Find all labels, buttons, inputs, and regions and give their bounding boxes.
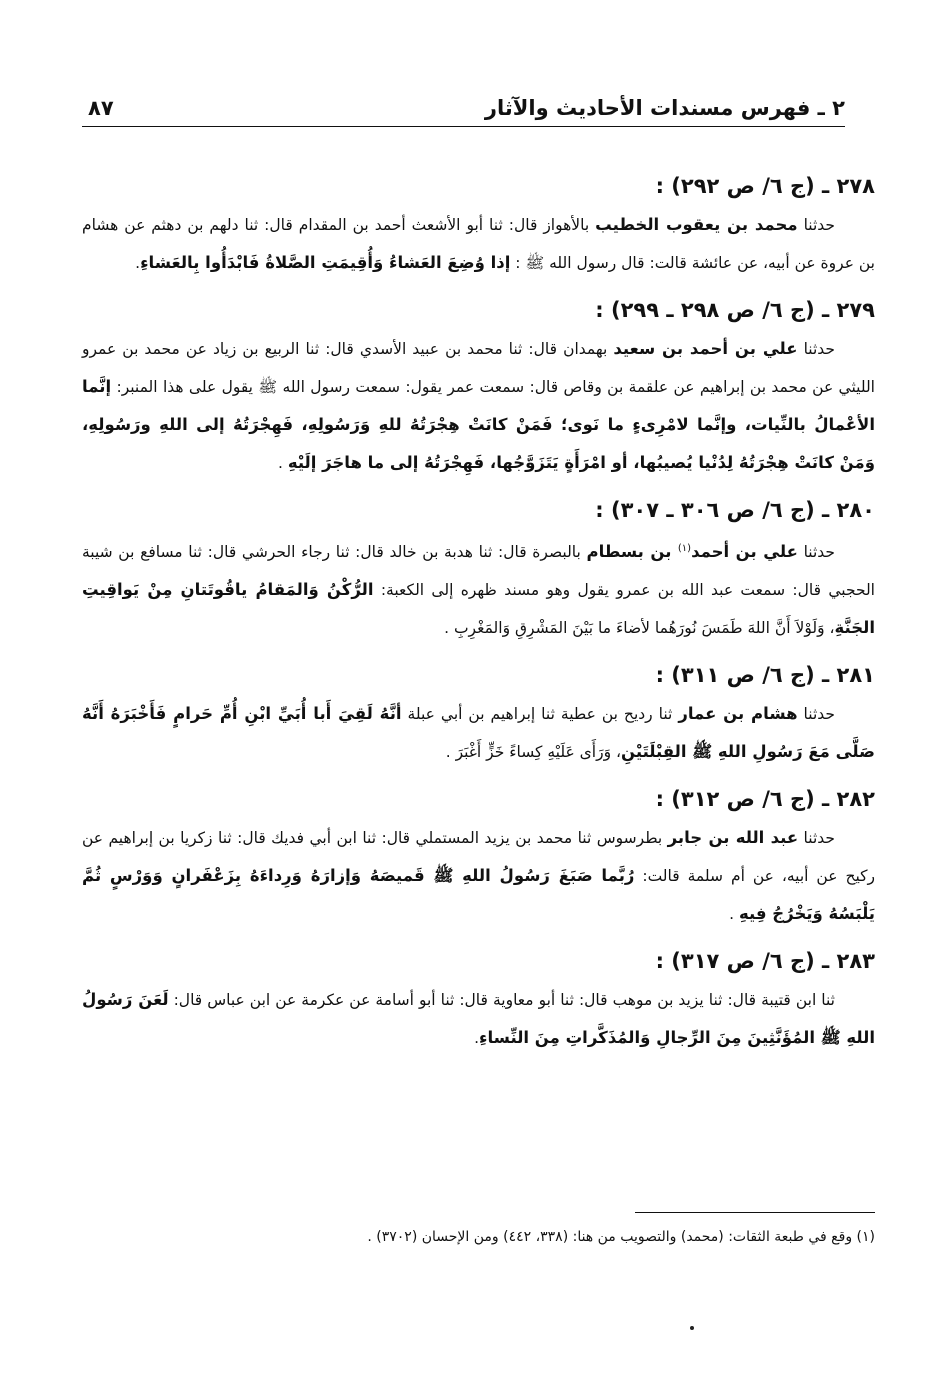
hadith-entry (82, 290, 875, 482)
entry-heading: ٢٧٩ ـ (ج ٦/ ص ٢٩٨ ـ ٢٩٩) : (595, 298, 875, 322)
entry-heading: ٢٨١ ـ (ج ٦/ ص ٣١١) : (655, 663, 875, 688)
narrator-name: هشام بن عمار (678, 704, 798, 724)
entry-heading: ٢٨٣ ـ (ج ٦/ ص ٣١٧) : (655, 949, 875, 974)
hadith-entry (82, 490, 875, 647)
entry-text: حدثنا علي بن أحمد بن سعيد بهمدان قال: ثنا محمد بن عبيد الأسدي قال: ثنا الربيع بن زياد عن محمد بن عمرو الليثي عن محمد بن إبراهيم عن علقمة بن وقاص قال: سمعت عمر يقول: سمعت رسول الله ﷺ يقول على هذا المنبر: إنَّما الأعْمالُ بالنِّيات، وإنَّما لامْرِىءٍ ما نَوى؛ فَمَنْ كانَتْ هِجْرَتُهُ للهِ وَرَسُولِهِ، فَهِجْرَتُهُ إلى اللهِ ورَسُولِهِ، وَمَنْ كانَتْ هِجْرَتُهُ لِدُنْيا يُصيبُها، أو امْرَأَةٍ يَتَزَوَّجُها، فَهِجْرَتُهُ إلى ما هاجَرَ إلَيْهِ . (82, 339, 875, 472)
hadith-entry (82, 941, 875, 1057)
hadith-matn: أنَّهُ لَقِيَ أَبا أُبَيِّ ابْنِ أُمِّ حَرامٍ فَأَخْبَرَهُ أَنَّهُ صَلَّى مَعَ رَسُولِ اللهِ ﷺ القِبْلَتَيْنِ (82, 704, 875, 762)
footnote: (١) وقع في طبعة الثقات: (محمد) والتصويب من هنا: (٣٣٨، ٤٤٢) ومن الإحسان (٣٧٠٢) . (367, 1229, 875, 1245)
running-title: ٢ ـ فهرس مسندات الأحاديث والآثار (484, 96, 845, 120)
hadith-entry (82, 655, 875, 771)
narrator-name-cont: بن بسطام (586, 542, 678, 562)
scan-speck (690, 1326, 694, 1330)
narrator-name: محمد بن يعقوب الخطيب (595, 215, 798, 234)
footnote-marker[interactable]: (١) (677, 543, 692, 554)
entry-text: حدثنا محمد بن يعقوب الخطيب بالأهواز قال: ثنا أبو الأشعث أحمد بن المقدام قال: ثنا دلهم بن دهثم عن هشام بن عروة عن أبيه، عن عائشة قالت: قال رسول الله ﷺ : إذا وُضِعَ العَشاءُ وَأُقِيمَتِ الصَّلاةُ فَابْدَأُوا بِالعَشاءِ. (82, 215, 875, 272)
hadith-matn: الرُّكْنُ وَالمَقامُ ياقُوتَتانِ مِنْ يَواقِيتِ الجَنَّةِ (82, 580, 875, 638)
entry-heading: ٢٨٢ ـ (ج ٦/ ص ٣١٢) : (655, 787, 875, 812)
entry-text: حدثنا عبد الله بن جابر بطرسوس ثنا محمد بن يزيد المستملي قال: ثنا ابن أبي فديك قال: ثنا زكريا بن إبراهيم عن ركيح عن أبيه، عن أم سلمة قالت: رُبَّما صَبَغَ رَسُولُ اللهِ ﷺ قَميصَهُ وَإزارَهُ وَرِداءَهُ بِزَعْفَرانٍ وَوَرْسٍ ثُمَّ يَلْبَسُهُ وَيَخْرُجُ فِيهِ . (82, 828, 875, 924)
hadith-matn: رُبَّما صَبَغَ رَسُولُ اللهِ ﷺ قَميصَهُ وَإزارَهُ وَرِداءَهُ بِزَعْفَرانٍ وَوَرْسٍ ثُمَّ يَلْبَسُهُ وَيَخْرُجُ فِيهِ (82, 866, 875, 924)
hadith-matn: لَعَنَ رَسُولُ اللهِ ﷺ المُؤَنَّثِينَ مِنَ الرِّجالِ وَالمُذَكَّراتِ مِنَ النِّساءِ (82, 990, 875, 1048)
narrator-name: علي بن أحمد بن سعيد (613, 339, 798, 358)
running-header (82, 92, 845, 127)
entry-heading: ٢٧٨ ـ (ج ٦/ ص ٢٩٢) : (655, 174, 875, 198)
footnote-divider (635, 1212, 875, 1213)
entry-text: ثنا ابن قتيبة قال: ثنا يزيد بن موهب قال: ثنا أبو معاوية قال: ثنا أبو أسامة عن عكرمة عن ابن عباس قال: لَعَنَ رَسُولُ اللهِ ﷺ المُؤَنَّثِينَ مِنَ الرِّجالِ وَالمُذَكَّراتِ مِنَ النِّساءِ. (82, 990, 875, 1048)
entry-heading: ٢٨٠ ـ (ج ٦/ ص ٣٠٦ ـ ٣٠٧) : (595, 498, 875, 522)
entry-text: حدثنا هشام بن عمار ثنا رديح بن عطية ثنا إبراهيم بن أبي عبلة أنَّهُ لَقِيَ أَبا أُبَيِّ ابْنِ أُمِّ حَرامٍ فَأَخْبَرَهُ أَنَّهُ صَلَّى مَعَ رَسُولِ اللهِ ﷺ القِبْلَتَيْنِ، وَرَأَى عَلَيْهِ كِساءً خَزٍّ أَغْبَرَ . (82, 704, 875, 762)
hadith-matn: إنَّما الأعْمالُ بالنِّيات، وإنَّما لامْرِىءٍ ما نَوى؛ فَمَنْ كانَتْ هِجْرَتُهُ للهِ وَرَسُولِهِ، فَهِجْرَتُهُ إلى اللهِ ورَسُولِهِ، وَمَنْ كانَتْ هِجْرَتُهُ لِدُنْيا يُصيبُها، أو امْرَأَةٍ يَتَزَوَّجُها، فَهِجْرَتُهُ إلى ما هاجَرَ إلَيْهِ (82, 377, 875, 472)
hadith-entry (82, 166, 875, 282)
narrator-name: علي بن أحمد (691, 542, 798, 562)
hadith-matn: إذا وُضِعَ العَشاءُ وَأُقِيمَتِ الصَّلاةُ فَابْدَأُوا بِالعَشاءِ (140, 253, 511, 272)
entries-list (82, 166, 875, 1065)
narrator-name: عبد الله بن جابر (667, 828, 799, 848)
page-number: ٨٧ (88, 96, 114, 120)
hadith-entry (82, 779, 875, 933)
entry-text: حدثنا علي بن أحمد$^{(١)}$ بن بسطام بالبصرة قال: ثنا هدبة بن خالد قال: ثنا رجاء الحرشي قال: ثنا مسافع بن شيبة الحجبي قال: سمعت عبد الله بن عمرو يقول وهو مسند ظهره إلى الكعبة: الرُّكْنُ وَالمَقامُ ياقُوتَتانِ مِنْ يَواقِيتِ الجَنَّةِ، وَلَوْلاَ أَنَّ اللهَ طَمَسَ نُورَهُما لأضاءَ ما بَيْنَ المَشْرِقِ وَالمَغْرِبِ . (82, 542, 875, 638)
